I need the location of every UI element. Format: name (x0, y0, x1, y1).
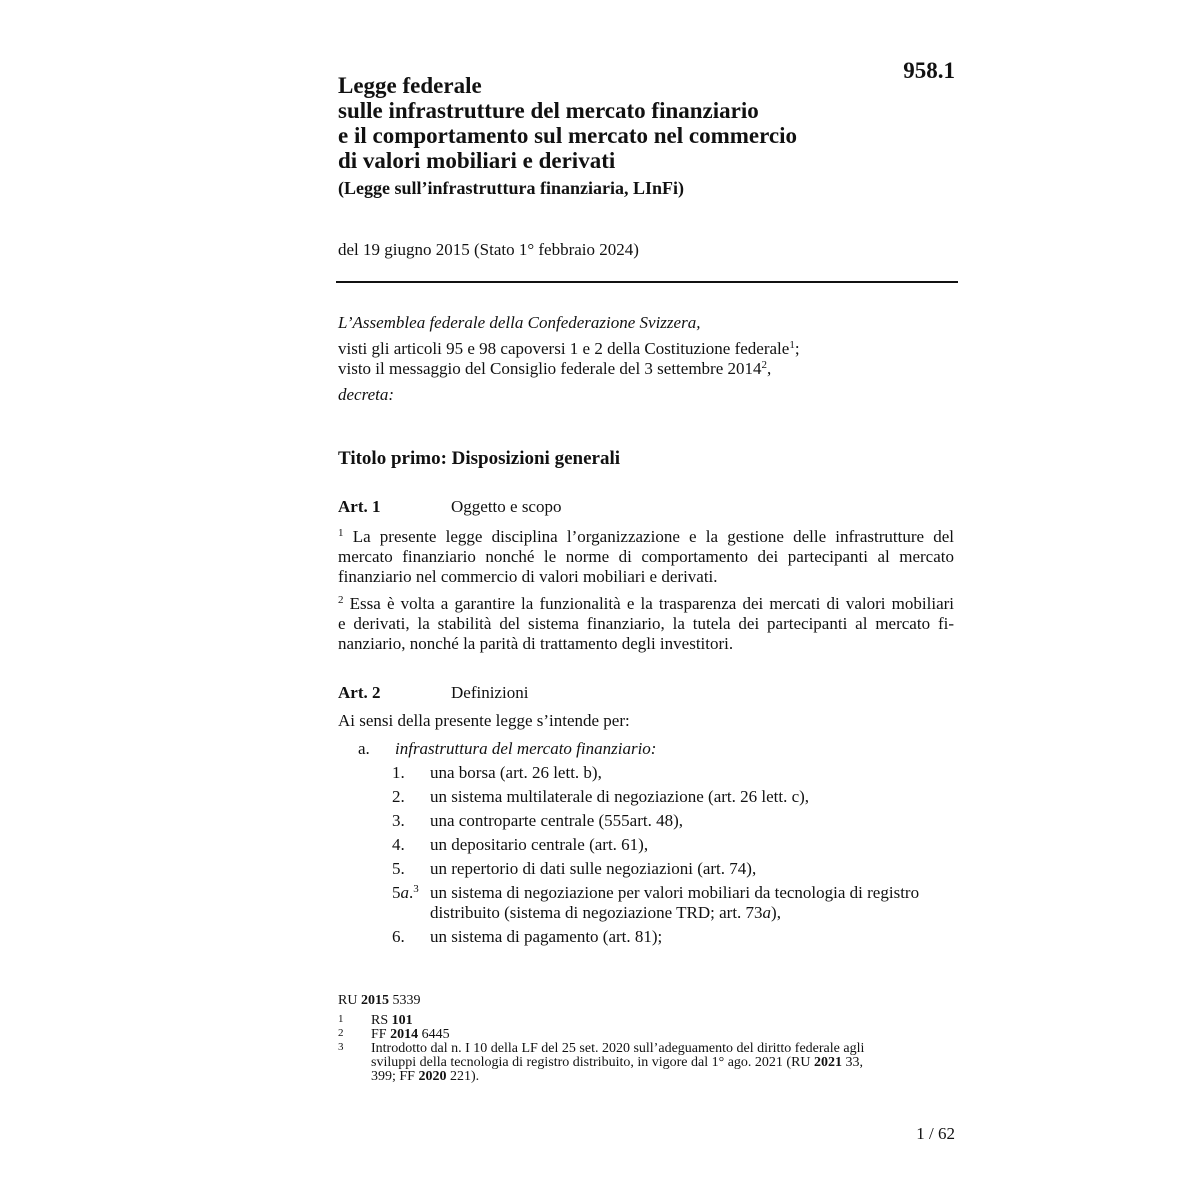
title-line: Legge federale (338, 73, 482, 98)
list-marker: 1. (392, 763, 405, 782)
document-date: del 19 giugno 2015 (Stato 1° febbraio 2024) (338, 240, 639, 259)
list-marker: 6. (392, 927, 405, 946)
list-item (392, 927, 957, 947)
document-title (338, 73, 898, 173)
punctuation: ; (794, 339, 800, 358)
list-marker: 4. (392, 835, 405, 854)
list-item-5a (392, 883, 957, 923)
list-label: infrastruttura del mercato finanziario: (395, 739, 657, 758)
footnote-number: 1 (338, 1013, 344, 1025)
footnote-line: sviluppi della tecnologia di registro distribuito, in vigore dal 1° ago. 2021 (RU 2021 33, (371, 1055, 864, 1070)
article-number: Art. 1 (338, 497, 381, 516)
list-item (392, 835, 957, 855)
document-subtitle: (Legge sull’infrastruttura finanziaria, LInFi) (338, 178, 684, 198)
section-title: Titolo primo: Disposizioni generali (338, 448, 621, 469)
paragraph-line: nanziario, nonché la parità di trattamento degli investitori. (338, 634, 734, 653)
list-marker: a. (358, 739, 370, 758)
footnotes (338, 994, 954, 1084)
preamble-visti (338, 339, 800, 359)
footnote-number: 2 (338, 1027, 344, 1039)
footnote-ref[interactable]: 1 (789, 339, 795, 351)
paragraph-line: finanziario nel commercio di valori mobiliari e derivati. (338, 567, 718, 586)
list-item (392, 859, 957, 879)
preamble-visto-text: visto il messaggio del Consiglio federale del 3 settembre 2014 (338, 359, 762, 378)
list-item (392, 811, 957, 831)
article-1-paragraph-2 (338, 594, 954, 654)
paragraph-number: 1 (338, 527, 344, 539)
punctuation: , (767, 359, 772, 378)
footnote-ref[interactable]: 3 (413, 883, 419, 895)
title-line: di valori mobiliari e derivati (338, 148, 616, 173)
list-marker: 5a.$^3$ (392, 883, 419, 902)
list-text: un depositario centrale (art. 61), (430, 835, 649, 854)
list-text: una controparte centrale (555art. 48), (430, 811, 683, 830)
list-item (392, 763, 957, 783)
ru-reference: RU 2015 5339 (338, 993, 421, 1008)
footnote-3 (338, 1042, 954, 1084)
article-2-intro: Ai sensi della presente legge s’intende per: (338, 711, 630, 730)
header-divider (336, 281, 958, 283)
paragraph-line: $^1$ La presente legge disciplina l’organizzazione e la gestione delle infrastrutture del (338, 527, 955, 546)
list-item-a (358, 739, 656, 759)
list-marker: 2. (392, 787, 405, 806)
footnote-2: 2 FF 2014 6445 (338, 1027, 450, 1042)
list-text: un sistema di pagamento (art. 81); (430, 927, 663, 946)
preamble-visto (338, 359, 771, 379)
page-number: 1 / 62 (916, 1124, 955, 1143)
footnote-line: Introdotto dal n. I 10 della LF del 25 set. 2020 sull’adeguamento del diritto federale agli (371, 1041, 865, 1056)
paragraph-line: $^2$ Essa è volta a garantire la funzionalità e la trasparenza dei mercati di valori mobiliari (338, 594, 954, 613)
list-text: un sistema multilaterale di negoziazione (art. 26 lett. c), (430, 787, 810, 806)
definition-sublist (392, 763, 957, 951)
document-number: 958.1 (903, 58, 955, 83)
list-item (392, 787, 957, 807)
article-number: Art. 2 (338, 683, 381, 702)
list-text: un sistema di negoziazione per valori mobiliari da tecnologia di registro (430, 883, 920, 902)
article-title: Oggetto e scopo (451, 497, 562, 516)
footnote-line: 399; FF 2020 221). (371, 1069, 480, 1084)
paragraph-line: e derivati, la stabilità del sistema finanziario, la tutela dei partecipanti al mercato fi- (338, 614, 954, 633)
preamble-assembly: L’Assemblea federale della Confederazione Svizzera, (338, 313, 701, 332)
list-text: un repertorio di dati sulle negoziazioni (art. 74), (430, 859, 757, 878)
paragraph-line: mercato finanziario nonché le norme di comportamento dei partecipanti al mercato (338, 547, 954, 566)
paragraph-number: 2 (338, 594, 344, 606)
list-text: distribuito (sistema di negoziazione TRD; art. 73a), (430, 903, 781, 922)
title-line: sulle infrastrutture del mercato finanziario (338, 98, 759, 123)
footnote-1: 1 RS 101 (338, 1013, 413, 1028)
list-text: una borsa (art. 26 lett. b), (430, 763, 602, 782)
footnote-ref[interactable]: 2 (761, 359, 767, 371)
article-1-heading (338, 497, 954, 517)
preamble-decreta: decreta: (338, 385, 395, 404)
footnote-number: 3 (338, 1041, 344, 1053)
preamble-visti-text: visti gli articoli 95 e 98 capoversi 1 e 2 della Costituzione federale (338, 339, 790, 358)
article-title: Definizioni (451, 683, 529, 702)
article-1-paragraph-1 (338, 527, 954, 587)
title-line: e il comportamento sul mercato nel commercio (338, 123, 798, 148)
list-marker: 3. (392, 811, 405, 830)
list-marker: 5. (392, 859, 405, 878)
article-2-heading (338, 683, 954, 703)
